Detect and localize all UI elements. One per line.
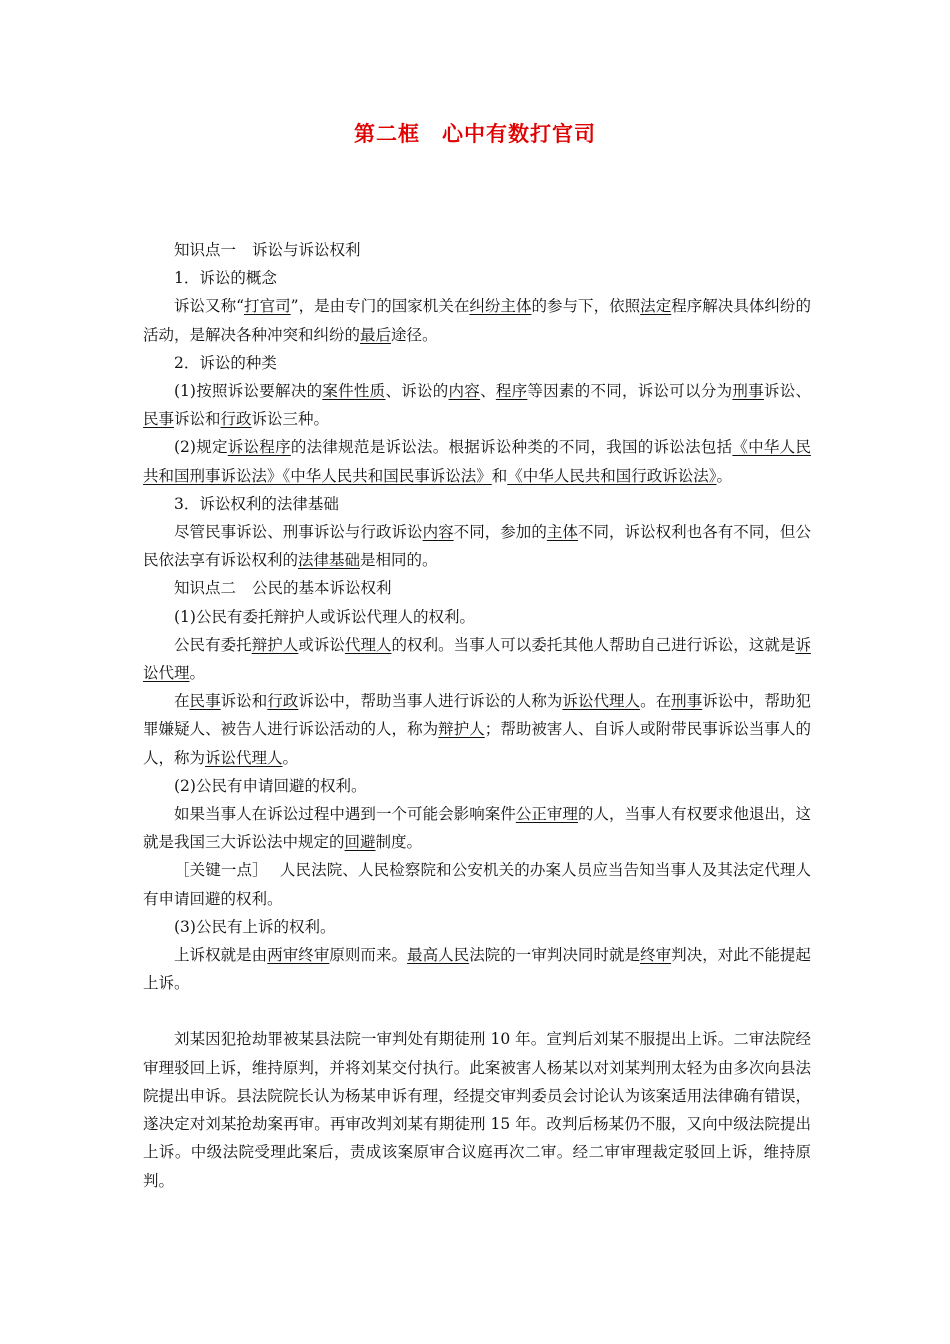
section-name: 公民的基本诉讼权利 bbox=[252, 579, 392, 598]
section-label: 知识点二 bbox=[174, 579, 237, 598]
subheading-2: 2．诉讼的种类 bbox=[174, 353, 277, 372]
paragraph-types-2: (2)规定诉讼程序的法律规范是诉讼法。根据诉讼种类的不同，我国的诉讼法包括《中华人民共和国刑事诉讼法》《中华人民共和国民事诉讼法》和《中华人民共和国行政诉讼法》。 bbox=[143, 438, 811, 485]
paragraph-types-1: (1)按照诉讼要解决的案件性质、诉讼的内容、程序等因素的不同，诉讼可以分为刑事诉讼、民事诉讼和行政诉讼三种。 bbox=[143, 382, 811, 429]
section-heading-1 bbox=[143, 236, 811, 264]
key-point-tag: ［关键一点］ bbox=[174, 861, 268, 880]
paragraph-key-point: ［关键一点］ 人民法院、人民检察院和公安机关的办案人员应当告知当事人及其法定代理人有申请回避的权利。 bbox=[143, 861, 811, 908]
section-heading-2 bbox=[143, 574, 811, 602]
right-heading-1: (1)公民有委托辩护人或诉讼代理人的权利。 bbox=[174, 607, 475, 626]
section-label: 知识点一 bbox=[174, 241, 237, 259]
paragraph-appeal: 上诉权就是由两审终审原则而来。最高人民法院的一审判决同时就是终审判决，对此不能提起上诉。 bbox=[143, 946, 811, 993]
paragraph-concept: 诉讼又称“打官司”，是由专门的国家机关在纠纷主体的参与下，依照法定程序解决具体纠纷的活动，是解决各种冲突和纠纷的最后途径。 bbox=[143, 297, 811, 344]
paragraph-representation: 公民有委托辩护人或诉讼代理人的权利。当事人可以委托其他人帮助自己进行诉讼，这就是诉讼代理。 bbox=[143, 635, 811, 683]
right-heading-3: (3)公民有上诉的权利。 bbox=[174, 917, 336, 936]
document-body bbox=[143, 236, 811, 1195]
subheading-1: 1．诉讼的概念 bbox=[174, 269, 277, 288]
paragraph-legal-basis: 尽管民事诉讼、刑事诉讼与行政诉讼内容不同，参加的主体不同，诉讼权利也各有不同，但公民依法享有诉讼权利的法律基础是相同的。 bbox=[143, 523, 811, 570]
paragraph-agents: 在民事诉讼和行政诉讼中，帮助当事人进行诉讼的人称为诉讼代理人。在刑事诉讼中，帮助犯罪嫌疑人、被告人进行诉讼活动的人，称为辩护人；帮助被害人、自诉人或附带民事诉讼当事人的人，称为诉讼代理人。 bbox=[143, 692, 811, 767]
page-title bbox=[0, 118, 950, 148]
paragraph-recusal: 如果当事人在诉讼过程中遇到一个可能会影响案件公正审理的人，当事人有权要求他退出，这就是我国三大诉讼法中规定的回避制度。 bbox=[143, 805, 811, 852]
title-part2: 心中有数打官司 bbox=[442, 122, 596, 146]
subheading-3: 3．诉讼权利的法律基础 bbox=[174, 494, 339, 513]
section-name: 诉讼与诉讼权利 bbox=[252, 241, 361, 259]
case-paragraph: 刘某因犯抢劫罪被某县法院一审判处有期徒刑 10 年。宣判后刘某不服提出上诉。二审法院经审理驳回上诉，维持原判，并将刘某交付执行。此案被害人杨某以对刘某判刑太轻为由多次向县法院提出申诉。县法院院长认为杨某申诉有理，经提交审判委员会讨论认为该案适用法律确有错误，遂决定对刘某抢劫案再审。再审改判刘某有期徒刑 15 年。改判后杨某仍不服，又向中级法院提出上诉。中级法院受理此案后，责成该案原审合议庭再次二审。经二审审理裁定驳回上诉，维持原判。 bbox=[143, 1030, 811, 1190]
right-heading-2: (2)公民有申请回避的权利。 bbox=[174, 776, 367, 795]
title-part1: 第二框 bbox=[354, 122, 420, 146]
